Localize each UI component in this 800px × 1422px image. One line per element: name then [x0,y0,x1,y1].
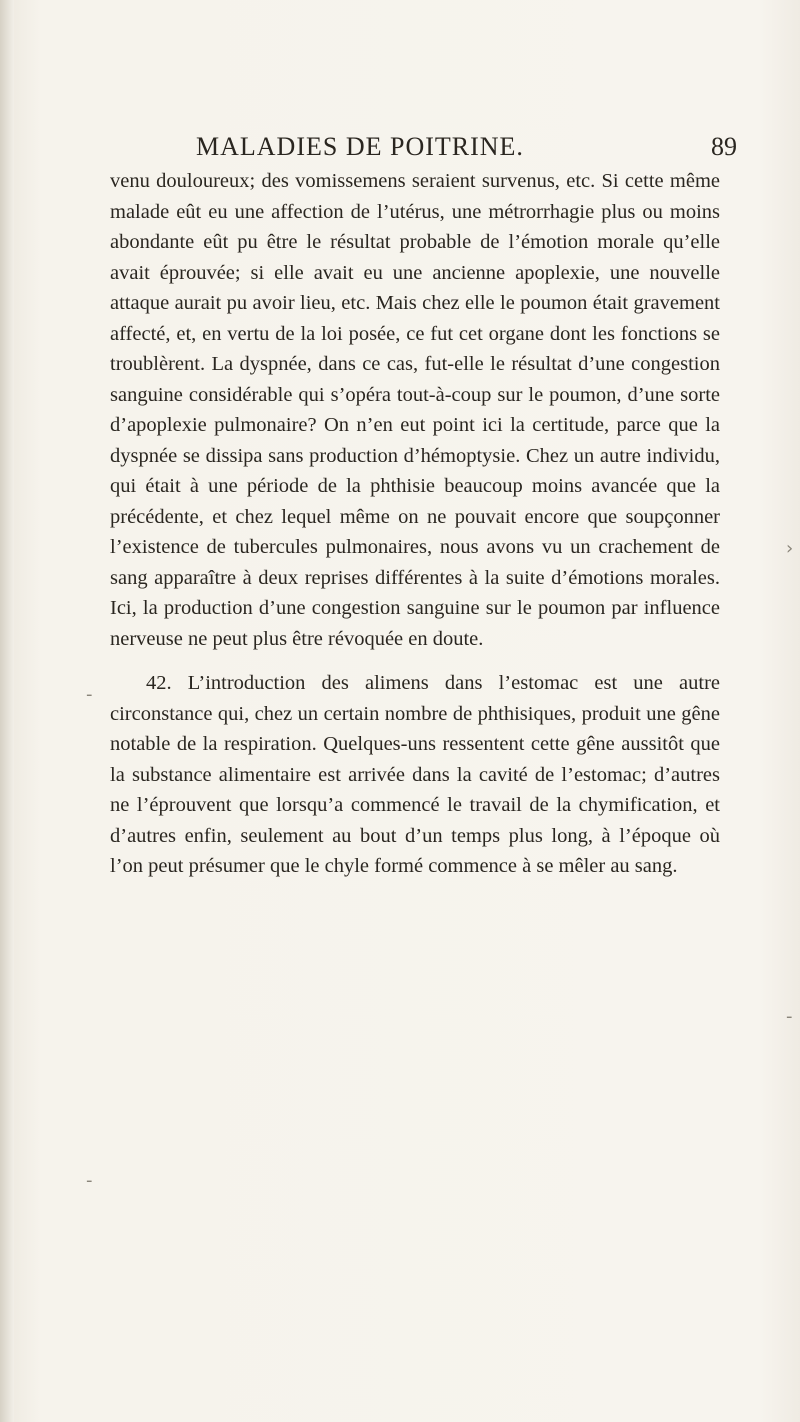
paragraph-2: 42. L’introduction des alimens dans l’estomac est une autre circonstance qui, chez un certain nombre de phthisiques, produit une gêne notable de la respiration. Quelques-uns ressentent cette gêne aussitôt que la substance alimentaire est arrivée dans la cavité de l’estomac; d’autres ne l’éprouvent que lorsqu’a commencé le travail de la chymification, et d’autres enfin, seulement au bout d’un temps plus long, à l’époque où l’on peut présumer que le chyle formé commence à se mêler au sang. [110,672,720,877]
margin-mark: - [86,684,93,705]
page-number: 89 [711,132,737,161]
paragraph-1: venu douloureux; des vomissemens seraient survenus, etc. Si cette même malade eût eu une affection de l’utérus, une métrorrhagie plus ou moins abondante eût pu être le résultat probable de l’émotion morale qu’elle avait éprouvée; si elle avait eu une ancienne apoplexie, une nouvelle attaque aurait pu avoir lieu, etc. Mais chez elle le poumon était gravement affecté, et, en vertu de la loi posée, ce fut cet organe dont les fonctions se troublèrent. La dyspnée, dans ce cas, fut-elle le résultat d’une congestion sanguine considérable qui s’opéra tout-à-coup sur le poumon, d’une sorte d’apoplexie pulmonaire? On n’en eut point ici la certitude, parce que la dyspnée se dissipa sans production d’hémoptysie. Chez un autre individu, qui était à une période de la phthisie beaucoup moins avancée que la précédente, et chez lequel même on ne pouvait encore que soupçonner l’existence de tubercules pulmonaires, nous avons vu un crachement de sang apparaître à deux reprises différentes à la suite d’émotions morales. Ici, la production d’une congestion sanguine sur le poumon par influence nerveuse ne peut plus être révoquée en doute. [110,170,720,650]
binding-shadow [0,0,14,1422]
running-title: MALADIES DE POITRINE. [196,132,524,161]
margin-mark: › [786,538,794,559]
body-text [110,166,720,882]
margin-mark: - [786,1006,793,1027]
margin-mark: - [86,1170,93,1191]
